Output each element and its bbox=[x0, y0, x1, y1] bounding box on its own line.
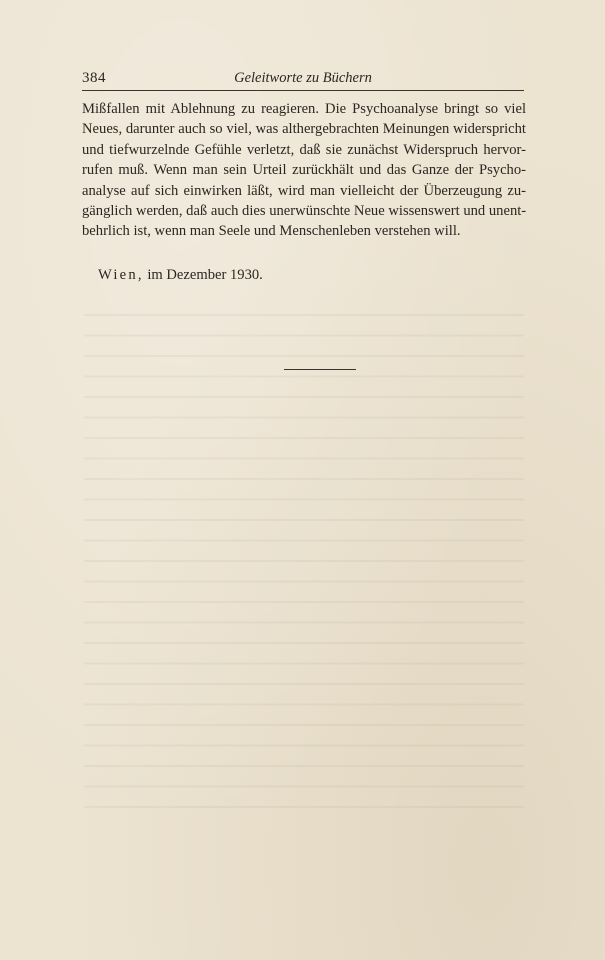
text-line: analyse auf sich einwirken läßt, wird man vielleicht der Überzeugung zu- bbox=[82, 182, 526, 199]
reverse-page-show-through bbox=[84, 300, 524, 820]
page-number: 384 bbox=[82, 70, 106, 86]
signoff-date: im Dezember 1930. bbox=[147, 267, 263, 283]
place-date-signoff bbox=[98, 267, 263, 284]
body-paragraph bbox=[82, 99, 526, 242]
running-title: Geleitworte zu Büchern bbox=[234, 70, 372, 86]
text-line: behrlich ist, wenn man Seele und Menschenleben verstehen will. bbox=[82, 223, 461, 240]
page-header bbox=[82, 68, 524, 91]
signoff-place: Wien, bbox=[98, 267, 144, 283]
text-line: gänglich werden, daß auch dies unerwünschte Neue wissenswert und unent- bbox=[82, 203, 526, 220]
text-line: Neues, darunter auch so viel, was althergebrachten Meinungen widerspricht bbox=[82, 121, 526, 138]
end-rule-divider bbox=[284, 369, 356, 370]
text-line: rufen muß. Wenn man sein Urteil zurückhält und das Ganze der Psycho- bbox=[82, 162, 526, 179]
text-line: Mißfallen mit Ablehnung zu reagieren. Die Psychoanalyse bringt so viel bbox=[82, 101, 526, 117]
text-line: und tiefwurzelnde Gefühle verletzt, daß sie zunächst Widerspruch hervor- bbox=[82, 141, 526, 158]
